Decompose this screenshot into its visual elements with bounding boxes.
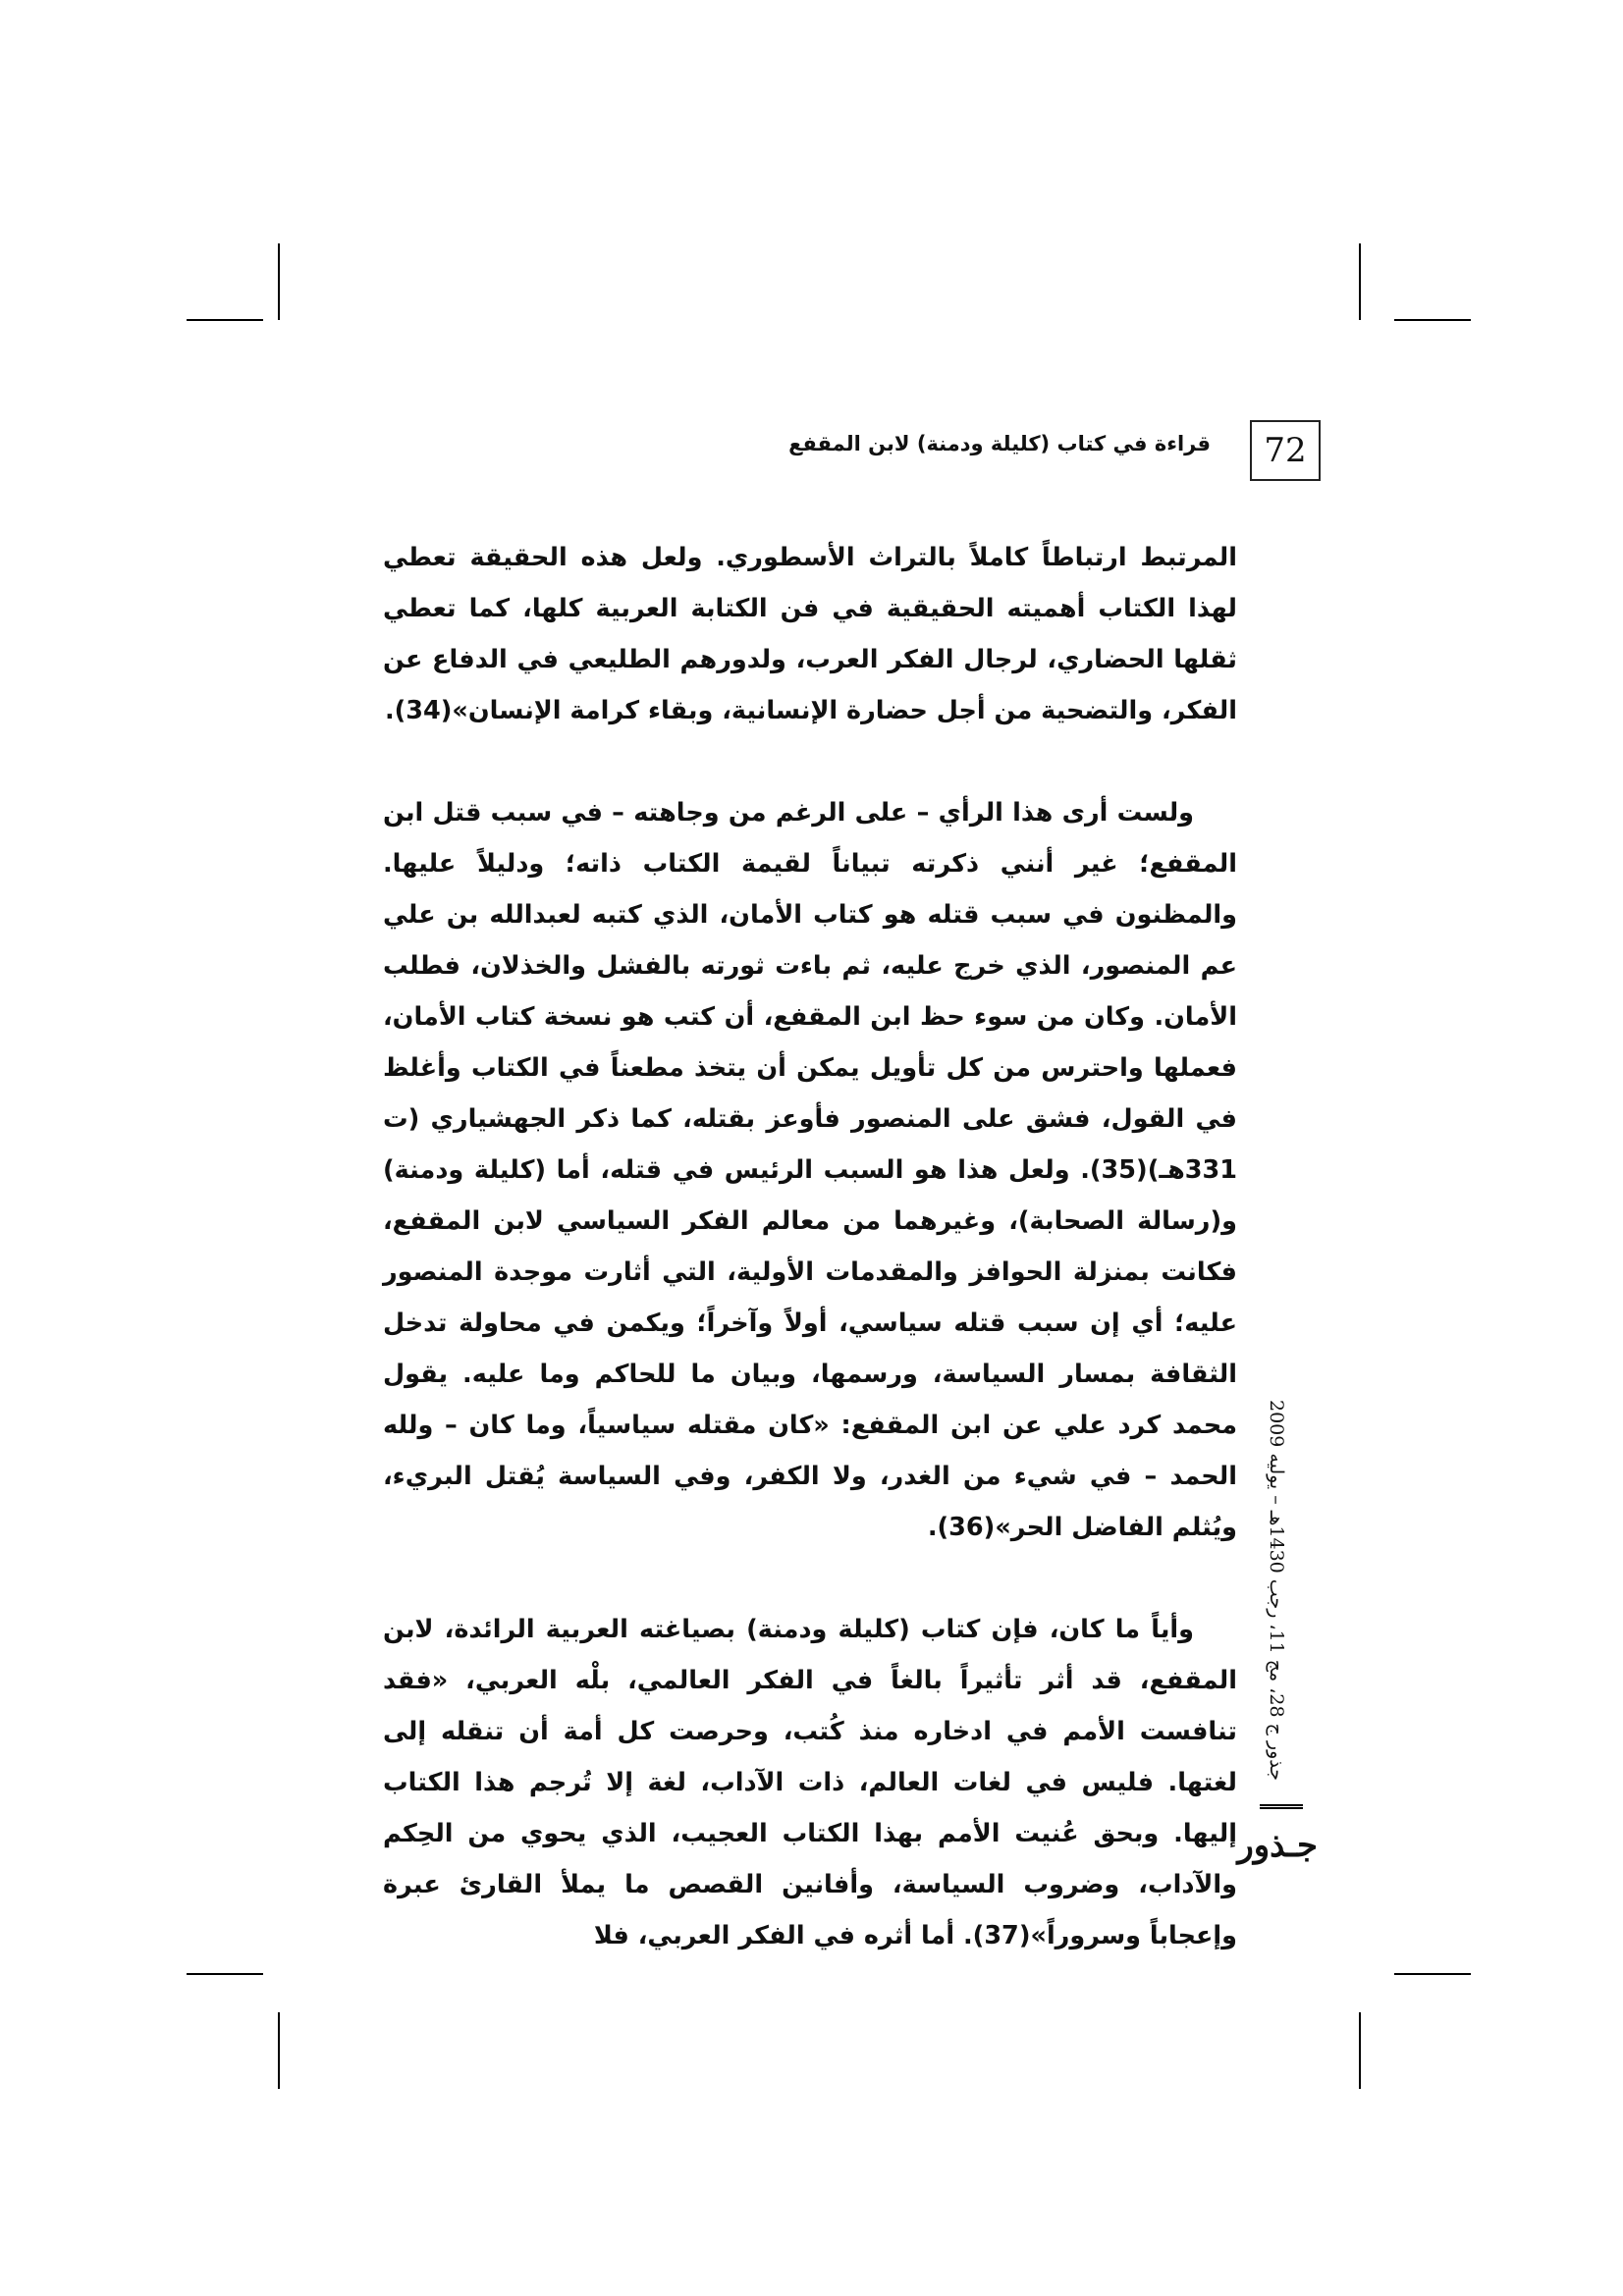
journal-logo: جـذور <box>1237 1826 1318 1865</box>
paragraph-3: وأياً ما كان، فإن كتاب (كليلة ودمنة) بصياغته العربية الرائدة، لابن المقفع، قد أثر تأثيراً بالغاً في الفكر العالمي، بلْه العربي، «فقد تنافست الأمم في ادخاره منذ كُتب، وحرصت كل أمة أن تنقله إلى لغتها. فليس في لغات العالم، ذات الآداب، لغة إلا تُرجم هذا الكتاب إليها. وبحق عُنيت الأمم بهذا الكتاب العجيب، الذي يحوي من الحِكم والآداب، وضروب السياسة، وأفانين القصص ما يملأ القارئ عبرة وإعجاباً وسروراً»(37). أما أثره في الفكر العربي، فلا <box>383 1615 1237 1950</box>
crop-mark-top-left-vertical <box>278 243 280 320</box>
running-title: قراءة في كتاب (كليلة ودمنة) لابن المقفع <box>788 432 1211 455</box>
crop-mark-bottom-right-vertical <box>1359 2012 1361 2089</box>
margin-divider <box>1260 1804 1303 1809</box>
crop-mark-bottom-left-horizontal <box>187 1973 263 1975</box>
crop-mark-top-right-horizontal <box>1394 319 1471 321</box>
crop-mark-bottom-right-horizontal <box>1394 1973 1471 1975</box>
page-header <box>410 420 1321 483</box>
paragraph-2: ولست أرى هذا الرأي – على الرغم من وجاهته – في سبب قتل ابن المقفع؛ غير أنني ذكرته تبياناً لقيمة الكتاب ذاته؛ ودليلاً عليها. والمظنون في سبب قتله هو كتاب الأمان، الذي كتبه لعبدالله بن علي عم المنصور، الذي خرج عليه، ثم باءت ثورته بالفشل والخذلان، فطلب الأمان. وكان من سوء حظ ابن المقفع، أن كتب هو نسخة كتاب الأمان، فعملها واحترس من كل تأويل يمكن أن يتخذ مطعناً في الكتاب وأغلظ في القول، فشق على المنصور فأوعز بقتله، كما ذكر الجهشياري (ت 331هـ)(35). ولعل هذا هو السبب الرئيس في قتله، أما (كليلة ودمنة) و(رسالة الصحابة)، وغيرهما من معالم الفكر السياسي لابن المقفع، فكانت بمنزلة الحوافز والمقدمات الأولية، التي أثارت موجدة المنصور عليه؛ أي إن سبب قتله سياسي، أولاً وآخراً؛ ويكمن في محاولة تدخل الثقافة بمسار السياسة، ورسمها، وبيان ما للحاكم وما عليه. يقول محمد كرد علي عن ابن المقفع: «كان مقتله سياسياً، وما كان – ولله الحمد – في شيء من الغدر، ولا الكفر، وفي السياسة يُقتل البريء، ويُثلم الفاضل الحر»(36). <box>383 798 1237 1542</box>
article-body <box>383 532 1237 1961</box>
page-number: 72 <box>1250 420 1321 481</box>
journal-issue-info <box>1253 1389 1300 1791</box>
journal-issue-text: جذور ج 28، مج 11، رجب 1430هـ – يوليه 2009 <box>1266 1400 1287 1781</box>
crop-mark-bottom-left-vertical <box>278 2012 280 2089</box>
crop-mark-top-left-horizontal <box>187 319 263 321</box>
paragraph-1: المرتبط ارتباطاً كاملاً بالتراث الأسطوري. ولعل هذه الحقيقة تعطي لهذا الكتاب أهميته الحقيقية في فن الكتابة العربية كلها، كما تعطي ثقلها الحضاري، لرجال الفكر العرب، ولدورهم الطليعي في الدفاع عن الفكر، والتضحية من أجل حضارة الإنسانية، وبقاء كرامة الإنسان»(34). <box>383 543 1237 725</box>
crop-mark-top-right-vertical <box>1359 243 1361 320</box>
